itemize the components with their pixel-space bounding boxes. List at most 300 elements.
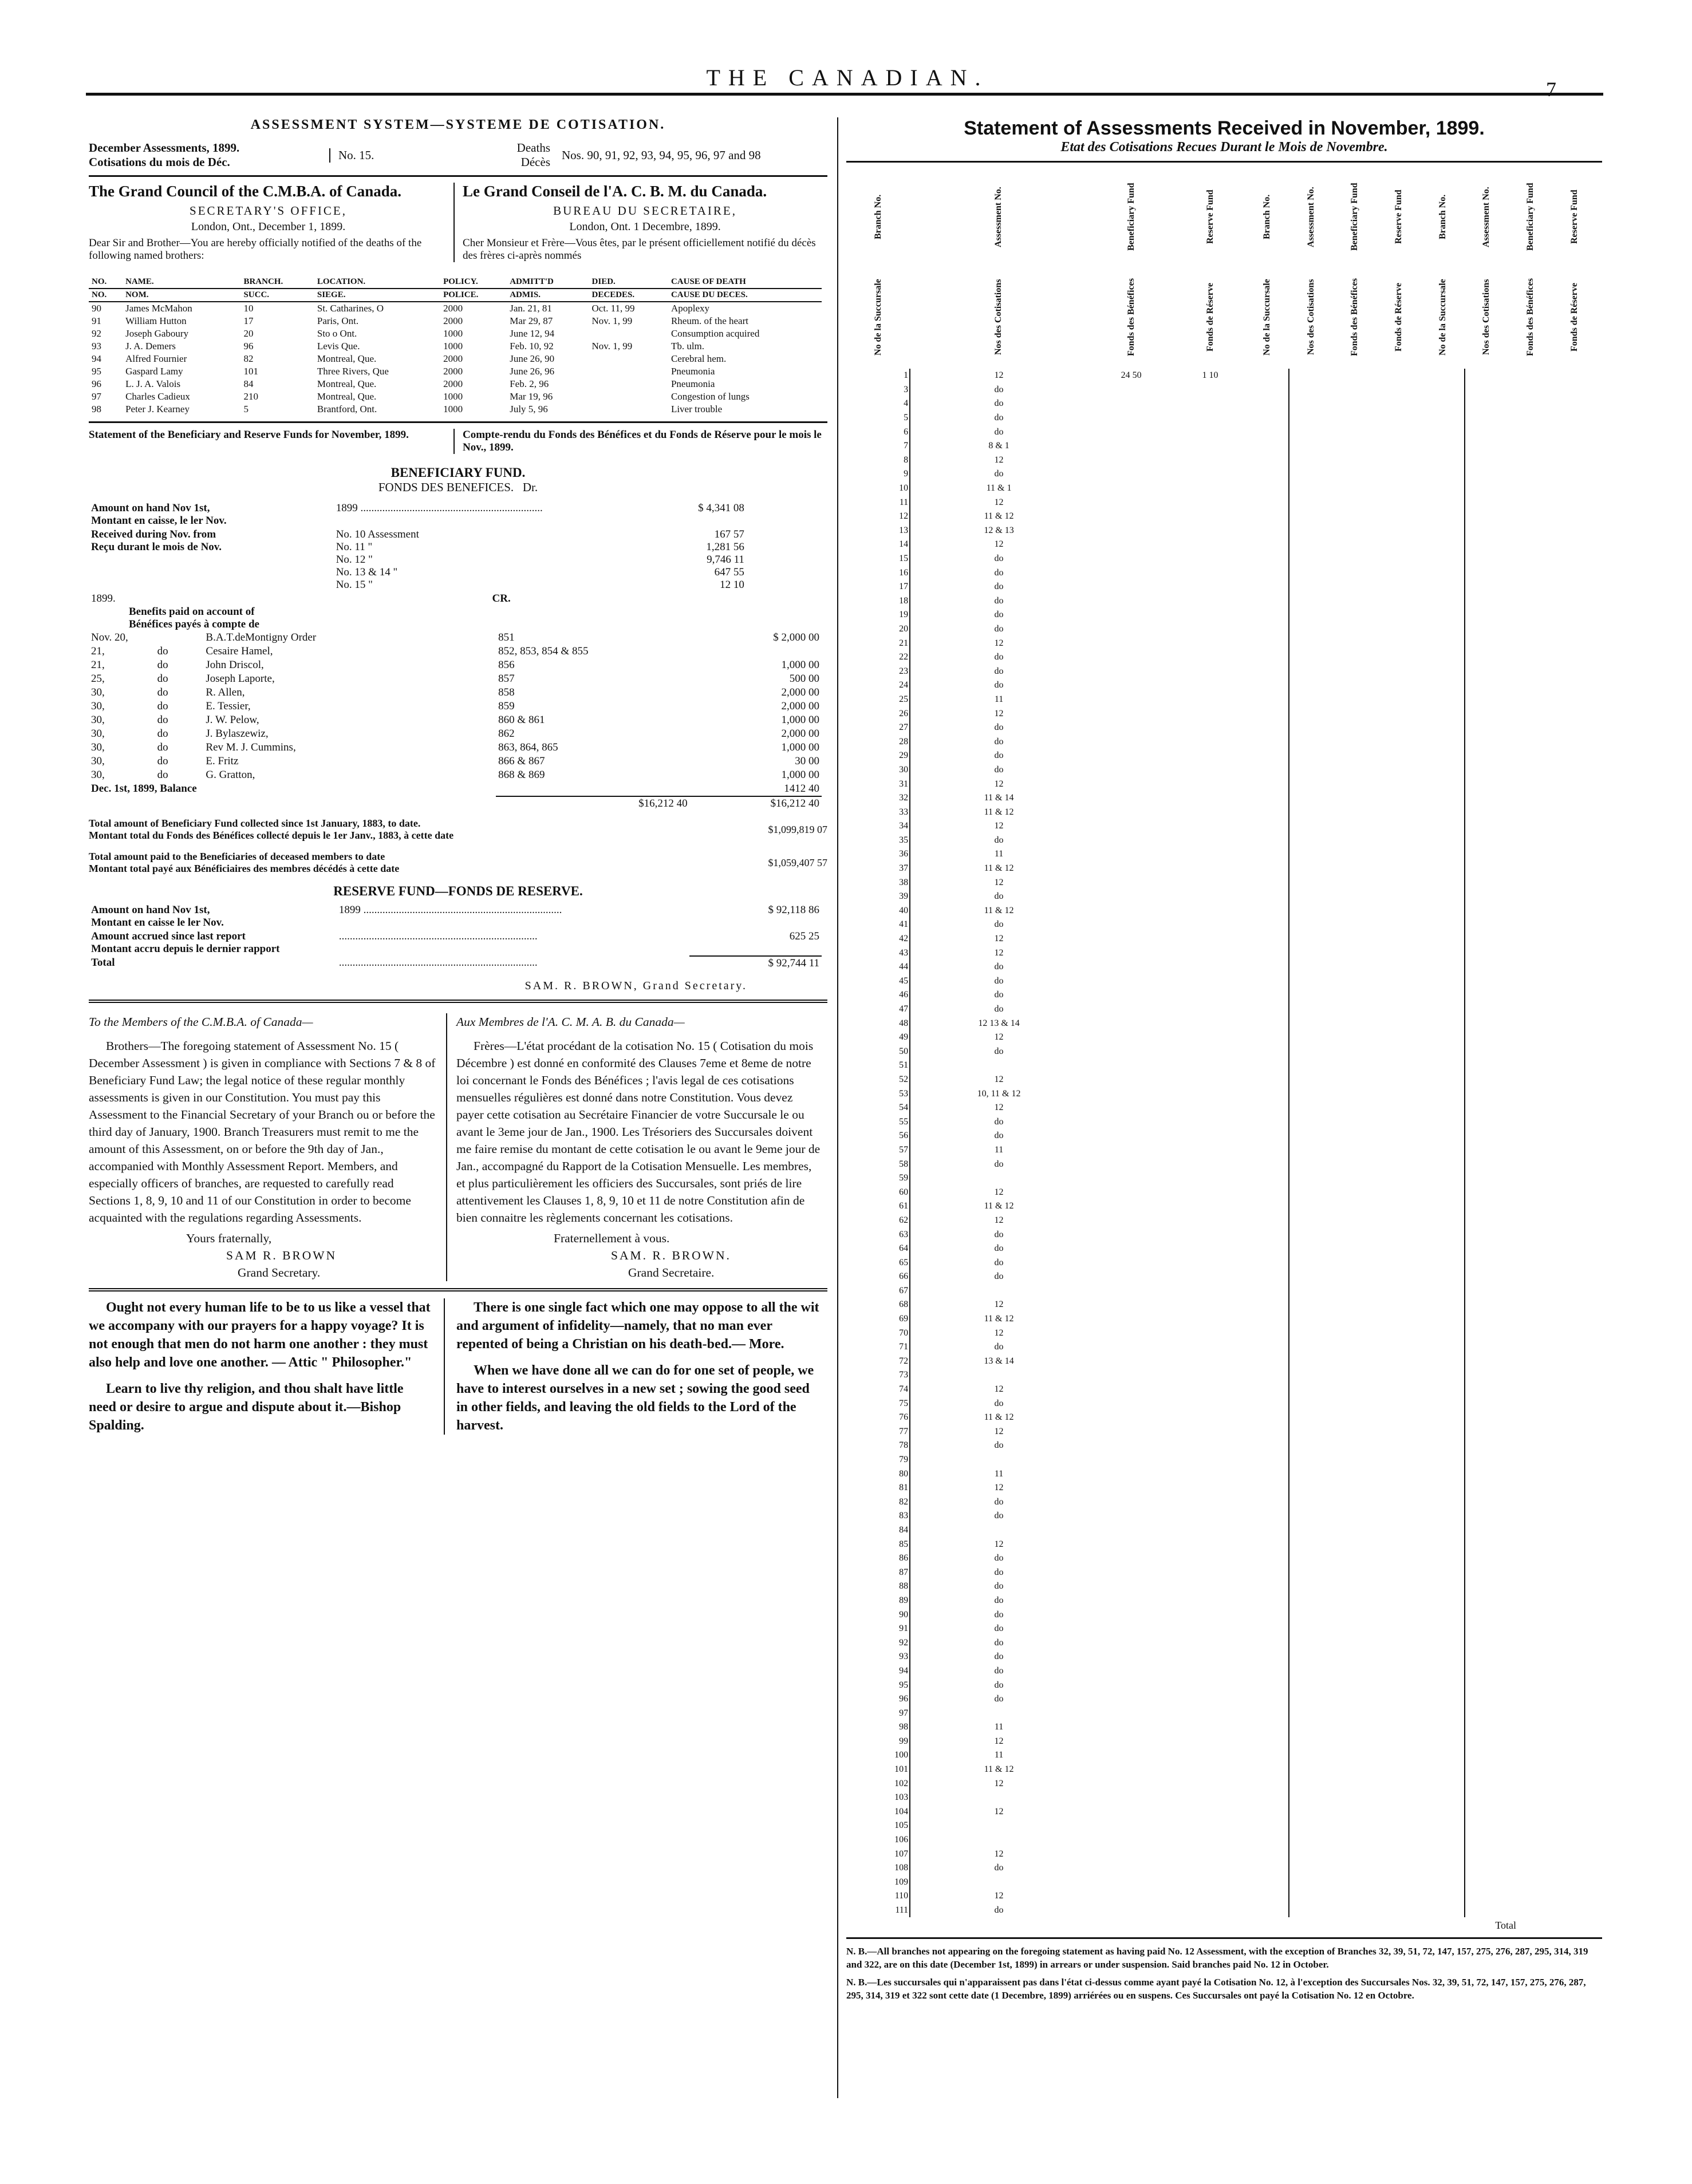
assessment-cell [1509, 1101, 1553, 1115]
assessment-cell [1465, 453, 1509, 468]
deaths-cell [589, 353, 668, 365]
payment-name: Rev M. J. Cummins, [206, 741, 296, 753]
assessment-cell [1552, 1650, 1596, 1664]
assessment-row [846, 1368, 1596, 1383]
assessment-cell: 88 [846, 1579, 910, 1594]
assessment-cell [1377, 847, 1421, 862]
assessment-row [846, 1425, 1596, 1439]
payment-date: 30, [91, 741, 105, 753]
assessment-cell: do [994, 623, 1004, 634]
assessment-cell: 8 & 1 [988, 441, 1009, 451]
received-label: No. 10 Assessment [336, 528, 419, 540]
assessment-cell: 17 [846, 580, 910, 594]
assessment-cell [1289, 1706, 1333, 1720]
assessment-cell [1421, 1284, 1465, 1298]
assessment-cell [1289, 1045, 1333, 1059]
assessment-cell [1552, 1270, 1596, 1284]
deaths-cell: Oct. 11, 99 [591, 303, 635, 314]
assessment-cell: 12 [994, 1778, 1004, 1788]
assessment-cell [1377, 1735, 1421, 1749]
assessment-cell [1289, 1185, 1333, 1199]
assessment-cell [1465, 1622, 1509, 1636]
assessment-cell [1509, 1579, 1553, 1594]
assessment-cell [1175, 1692, 1245, 1707]
assessment-cell [1421, 693, 1465, 707]
assessment-cell [1421, 1326, 1465, 1340]
payment-row [89, 700, 822, 713]
assessment-cell [1421, 1509, 1465, 1523]
assessment-cell [1421, 1073, 1465, 1087]
assessment-cell [1245, 918, 1289, 932]
assessment-row [846, 1622, 1596, 1636]
assessment-cell [1421, 1214, 1465, 1228]
assessment-cell [1289, 974, 1333, 989]
assessment-cell [1465, 397, 1509, 411]
assessment-cell [1333, 847, 1377, 862]
assessment-cell [1289, 734, 1333, 749]
assessment-row [846, 763, 1596, 777]
assessment-cell [1087, 1664, 1175, 1679]
assessment-cell [1087, 1199, 1175, 1214]
assessment-cell: 50 [846, 1045, 910, 1059]
assessment-cell [1421, 425, 1465, 439]
totals-row [89, 796, 822, 811]
assessments-header-text-fr: Nos des Cotisations [993, 279, 1004, 356]
payment-value: 1,000 00 [781, 659, 819, 671]
payment-value: 1,000 00 [781, 741, 819, 753]
assessment-cell [1552, 1706, 1596, 1720]
assessment-row [846, 1284, 1596, 1298]
assessment-cell [1421, 1227, 1465, 1242]
assessment-cell [1175, 1678, 1245, 1692]
assessment-cell [1552, 538, 1596, 552]
assessment-cell [1421, 749, 1465, 763]
deaths-cell: Mar 19, 96 [510, 391, 553, 402]
reserve-on-hand-value: $ 92,118 86 [768, 904, 819, 916]
assessment-cell [1245, 1551, 1289, 1566]
assessment-cell [1552, 875, 1596, 890]
assessment-cell [1465, 693, 1509, 707]
assessment-cell: do [994, 652, 1004, 662]
assessment-cell: 64 [846, 1242, 910, 1256]
assessment-cell: 12 [994, 934, 1004, 944]
assessment-cell [1175, 1889, 1245, 1903]
assessment-cell [1421, 1396, 1465, 1411]
assessment-cell [1289, 706, 1333, 721]
assessment-cell [1175, 1636, 1245, 1650]
assessment-cell [1552, 1509, 1596, 1523]
assessment-cell [1087, 1523, 1175, 1538]
assessment-cell [1289, 946, 1333, 960]
assessment-cell [1289, 1115, 1333, 1129]
assessment-cell [1245, 1157, 1289, 1171]
assessment-cell [1245, 946, 1289, 960]
assessment-cell [1509, 1354, 1553, 1369]
letter-en-closing: Yours fraternally, [186, 1231, 272, 1245]
assessment-cell [1333, 453, 1377, 468]
assessment-cell [1509, 1608, 1553, 1622]
assessment-cell [1087, 1101, 1175, 1115]
assessment-cell [1289, 636, 1333, 650]
assessment-cell [1087, 1312, 1175, 1326]
assessment-row [846, 1523, 1596, 1538]
assessment-cell [1509, 1819, 1553, 1833]
assessment-cell [1509, 1509, 1553, 1523]
assessment-cell [1087, 1537, 1175, 1551]
assessment-cell [910, 1875, 1087, 1890]
assessment-cell [1087, 862, 1175, 876]
assessments-header-cell-fr [1245, 268, 1289, 369]
assessment-cell [1175, 805, 1245, 819]
assessment-cell [1421, 1861, 1465, 1875]
assessment-cell [1175, 524, 1245, 538]
assessment-cell [1289, 932, 1333, 946]
assessment-cell [1333, 678, 1377, 693]
assessment-cell [1552, 1763, 1596, 1777]
assessment-row [846, 862, 1596, 876]
assessment-row [846, 1791, 1596, 1805]
assessment-cell [1245, 1579, 1289, 1594]
reserve-accrued: Amount accrued since last report Montant accru depuis le dernier rapport ......................................................................... 625 25 [89, 930, 822, 956]
assessment-cell [1377, 1425, 1421, 1439]
assessment-cell: 30 [846, 763, 910, 777]
assessment-row [846, 439, 1596, 453]
assessment-cell [1377, 1396, 1421, 1411]
reserve-accrued-labels: Amount accrued since last report Montant accru depuis le dernier rapport [91, 930, 280, 955]
payment-date: 25, [91, 673, 105, 685]
assessment-cell [1421, 1298, 1465, 1312]
assessment-cell [1333, 1255, 1377, 1270]
assessment-row [846, 1481, 1596, 1495]
council-en [89, 183, 455, 262]
assessment-cell [1175, 1143, 1245, 1158]
assessment-cell [1289, 1284, 1333, 1298]
assessment-cell [1552, 495, 1596, 510]
assessment-cell [1465, 1678, 1509, 1692]
assessment-cell [1175, 1199, 1245, 1214]
deaths-cell: Tb. ulm. [671, 341, 705, 352]
assessment-cell [1333, 1284, 1377, 1298]
assessment-cell [1175, 1340, 1245, 1354]
payment-name: G. Gratton, [206, 769, 255, 781]
assessment-cell [1175, 1270, 1245, 1284]
assessment-cell [1465, 1776, 1509, 1791]
assessment-cell [1175, 1776, 1245, 1791]
assessment-cell [1421, 1833, 1465, 1847]
assessment-cell: 104 [846, 1805, 910, 1819]
assessment-cell [1175, 1284, 1245, 1298]
assessment-cell [1377, 1073, 1421, 1087]
assessment-cell [1552, 622, 1596, 637]
assessment-cell [1465, 1143, 1509, 1158]
assessment-cell [1552, 636, 1596, 650]
collected-value: $1,099,819 07 [768, 823, 827, 835]
payment-do: do [157, 659, 168, 671]
assessment-cell [1289, 650, 1333, 665]
assessment-cell [1245, 1087, 1289, 1101]
deaths-cell: Three Rivers, Que [317, 366, 389, 377]
assessment-cell [1245, 1608, 1289, 1622]
deaths-cell: Consumption acquired [671, 328, 760, 339]
assessment-cell [1289, 566, 1333, 580]
assessment-cell [1087, 1157, 1175, 1171]
assessment-cell [1377, 1439, 1421, 1453]
assessment-row [846, 890, 1596, 904]
assessment-cell [1333, 1368, 1377, 1383]
assessment-cell [1421, 1255, 1465, 1270]
assessment-cell [1175, 1101, 1245, 1115]
assessment-cell [1465, 1439, 1509, 1453]
assessment-cell [1245, 369, 1289, 383]
assessment-cell [1175, 453, 1245, 468]
assessment-cell [1552, 1284, 1596, 1298]
assessment-cell [1087, 1143, 1175, 1158]
assessment-cell [1377, 1185, 1421, 1199]
deaths-row [89, 315, 822, 327]
assessment-row [846, 734, 1596, 749]
assessments-header-text: Branch No. [1437, 194, 1448, 240]
assessment-cell [1087, 566, 1175, 580]
assessment-cell [1465, 383, 1509, 397]
assessment-cell [1245, 890, 1289, 904]
assessment-cell [1552, 1115, 1596, 1129]
assessment-cell [1087, 1678, 1175, 1692]
assessment-cell [1465, 1171, 1509, 1186]
assessment-cell [1333, 932, 1377, 946]
assessment-cell [1289, 1847, 1333, 1861]
assessment-cell [1333, 1608, 1377, 1622]
assessment-cell [1509, 1214, 1553, 1228]
assessment-cell [1245, 1312, 1289, 1326]
assessment-cell [1175, 693, 1245, 707]
assessment-cell [1333, 1889, 1377, 1903]
assessment-cell: 11 & 12 [984, 1201, 1014, 1211]
received-list [334, 528, 747, 592]
assessment-cell [1509, 1748, 1553, 1763]
assessment-cell [1377, 875, 1421, 890]
assessments-header-cell-fr [910, 268, 1087, 369]
assessment-cell: do [994, 567, 1004, 578]
assessment-cell [1333, 1045, 1377, 1059]
assessment-cell: 56 [846, 1129, 910, 1143]
letter-fr [447, 1013, 823, 1281]
assessment-cell: do [994, 1624, 1004, 1634]
assessment-cell [1245, 1594, 1289, 1608]
paid-value: $1,059,407 57 [768, 856, 827, 868]
assessment-cell: do [994, 1229, 1004, 1239]
assessment-cell [1289, 721, 1333, 735]
assessment-cell [1087, 1340, 1175, 1354]
assessment-cell [1289, 1214, 1333, 1228]
assessment-cell [1509, 1664, 1553, 1679]
assessment-cell [1421, 664, 1465, 678]
assessment-cell [1245, 383, 1289, 397]
payment-do: do [157, 755, 168, 767]
assessment-cell [1552, 1171, 1596, 1186]
assessment-cell [1245, 734, 1289, 749]
assessment-cell: 11 [994, 694, 1004, 704]
assessment-row [846, 636, 1596, 650]
assessment-cell [1377, 1467, 1421, 1481]
assessment-cell [1552, 862, 1596, 876]
assessment-cell [1245, 1411, 1289, 1425]
assessment-cell [1087, 467, 1175, 481]
assessment-cell [1421, 552, 1465, 566]
assessment-cell [1421, 1776, 1465, 1791]
assessment-cell [1465, 1101, 1509, 1115]
assessment-cell [1087, 1735, 1175, 1749]
assessment-cell [1289, 1481, 1333, 1495]
assessment-cell [1333, 1565, 1377, 1579]
assessment-cell [1377, 734, 1421, 749]
assessment-cell [1289, 1101, 1333, 1115]
assessment-cell [1289, 1030, 1333, 1045]
assessment-cell [1421, 1706, 1465, 1720]
assessment-cell [1245, 777, 1289, 791]
assessment-cell [1465, 763, 1509, 777]
assessment-cell [1087, 1002, 1175, 1017]
received-row [89, 528, 822, 592]
assessment-cell [1333, 946, 1377, 960]
assessment-cell [1552, 1579, 1596, 1594]
assessment-cell [1377, 1002, 1421, 1017]
assessment-cell [1289, 664, 1333, 678]
assessment-cell [1087, 721, 1175, 735]
assessment-cell [1552, 411, 1596, 425]
statement-fr: Compte-rendu du Fonds des Bénéfices et du Fonds de Réserve pour le mois le Nov., 1899. [463, 429, 822, 453]
assessment-cell [1175, 1087, 1245, 1101]
assessment-cell [1509, 1368, 1553, 1383]
assessment-cell: 11 & 12 [984, 511, 1014, 522]
note-fr: N. B.—Les succursales qui n'apparaissent pas dans l'état ci-dessus comme ayant payé la Cotisation No. 12, à l'exception des Succursales Nos. 32, 39, 51, 72, 147, 157, 275, 276, 287, 295, 314, 319 et 322 sont cette date (1 Decembre, 1899) arriérées ou en suspens. Ces Succursales ont payé la Cotisation No. 12 en Octobre. [846, 1977, 1586, 2001]
assessment-cell [1509, 510, 1553, 524]
assessment-cell [1289, 960, 1333, 974]
assessment-cell: 98 [846, 1720, 910, 1735]
assessment-cell [1087, 1298, 1175, 1312]
assessment-cell [1377, 777, 1421, 791]
assessment-cell [1552, 1383, 1596, 1397]
assessment-cell [1552, 834, 1596, 848]
assessment-cell [1289, 1143, 1333, 1158]
assessment-cell [1509, 411, 1553, 425]
deaths-cell: 90 [92, 303, 101, 314]
assessment-cell [1245, 1425, 1289, 1439]
assessment-cell: 19 [846, 608, 910, 622]
assessment-cell: 13 [846, 524, 910, 538]
assessment-cell: do [994, 384, 1004, 394]
assessments-header-text: Reserve Fund [1205, 189, 1215, 244]
assessment-cell [1333, 904, 1377, 918]
assessment-cell [1509, 1255, 1553, 1270]
payments-table [89, 631, 822, 811]
assessment-cell [1552, 1425, 1596, 1439]
assessment-row [846, 749, 1596, 763]
deaths-header-en [89, 276, 822, 289]
assessment-cell [1087, 524, 1175, 538]
assessment-row [846, 1143, 1596, 1158]
assessment-cell [1333, 1073, 1377, 1087]
assessment-cell [1465, 1594, 1509, 1608]
assessment-row [846, 383, 1596, 397]
assessment-row [846, 650, 1596, 665]
assessment-cell [1087, 664, 1175, 678]
assessment-cell [1377, 1298, 1421, 1312]
assessment-cell [1465, 1214, 1509, 1228]
assessment-cell [1245, 1819, 1289, 1833]
assessment-cell: 57 [846, 1143, 910, 1158]
assessment-cell [1175, 1481, 1245, 1495]
assessments-header-text-fr: No de la Succursale [1437, 279, 1448, 356]
payment-do: do [157, 769, 168, 781]
assessment-cell [1421, 706, 1465, 721]
assessment-cell [1289, 1692, 1333, 1707]
assessment-cell [1377, 1227, 1421, 1242]
assessment-cell: 77 [846, 1425, 910, 1439]
assessment-cell [1289, 1776, 1333, 1791]
assessment-cell [1465, 1467, 1509, 1481]
assessment-cell [1465, 847, 1509, 862]
deaths-cell: 96 [243, 341, 254, 352]
assessment-cell [1087, 1875, 1175, 1890]
assessment-cell: 11 & 1 [986, 483, 1012, 493]
assessment-cell: do [994, 1609, 1004, 1620]
assessment-cell [1245, 706, 1289, 721]
assessment-cell [1245, 1002, 1289, 1017]
assessment-cell [1465, 1383, 1509, 1397]
received-item [336, 528, 744, 541]
assessment-cell [1245, 1537, 1289, 1551]
assessment-cell: do [994, 1398, 1004, 1408]
assessment-cell [1377, 664, 1421, 678]
assessment-cell [1175, 1537, 1245, 1551]
benefits-labels [129, 606, 827, 631]
assessment-cell: 69 [846, 1312, 910, 1326]
assessment-cell [1289, 1565, 1333, 1579]
on-hand-en: Amount on hand Nov 1st, [91, 502, 210, 514]
assessment-cell: do [994, 764, 1004, 775]
assessment-cell [1289, 1383, 1333, 1397]
assessment-cell [1175, 1411, 1245, 1425]
assessment-cell [1465, 678, 1509, 693]
assessment-cell [1465, 1129, 1509, 1143]
assessment-cell [1245, 960, 1289, 974]
assessment-row [846, 1748, 1596, 1763]
assessment-cell [1421, 608, 1465, 622]
deaths-cell: June 12, 94 [510, 328, 555, 339]
assessment-row [846, 1608, 1596, 1622]
assessment-cell [1509, 1059, 1553, 1073]
assessment-cell [1245, 1129, 1289, 1143]
assessment-cell [1377, 960, 1421, 974]
assessment-cell [1421, 1059, 1465, 1073]
assessment-cell [1175, 1509, 1245, 1523]
beneficiary-heading-fr-text: FONDS DES BENEFICES. [378, 480, 514, 494]
assessment-cell [1552, 1636, 1596, 1650]
deaths-header-cell-fr: NO. [89, 289, 123, 302]
assessment-cell [1333, 1411, 1377, 1425]
assessment-cell [1465, 1763, 1509, 1777]
assessment-cell [1421, 538, 1465, 552]
assessment-cell [1509, 1199, 1553, 1214]
payment-value: 1,000 00 [781, 714, 819, 726]
assessment-cell [1175, 425, 1245, 439]
assessment-cell [1289, 1157, 1333, 1171]
assessment-cell [1289, 1791, 1333, 1805]
assessment-cell [1175, 1594, 1245, 1608]
assessment-cell [1377, 1636, 1421, 1650]
assessment-cell [1245, 1467, 1289, 1481]
assessment-cell [1377, 1270, 1421, 1284]
